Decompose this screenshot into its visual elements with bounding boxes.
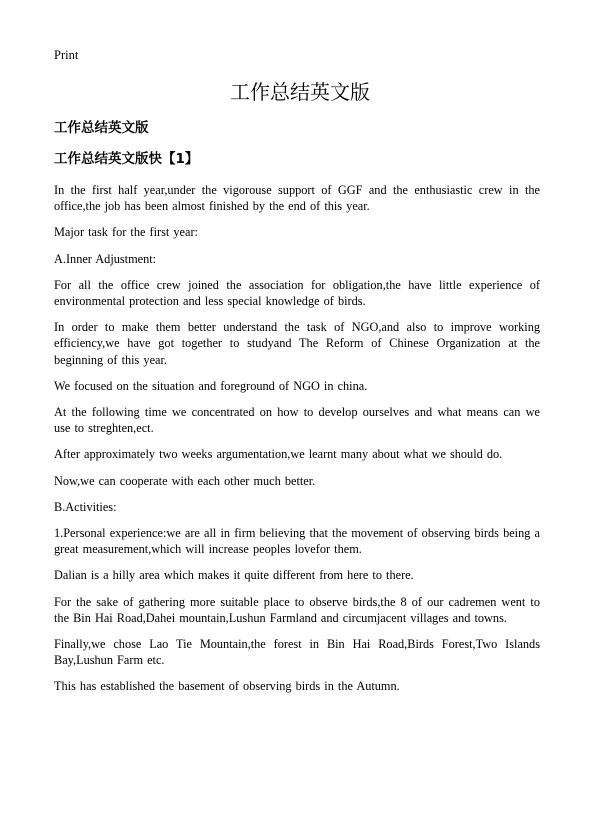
section-heading: 工作总结英文版快【1】 [54,151,199,167]
paragraph: 1.Personal experience:we are all in firm believing that the movement of observing birds being a great measurement,which will increase peoples lovefor them. [54,526,540,557]
paragraph: For the sake of gathering more suitable place to observe birds,the 8 of our cadremen went to the Bin Hai Road,Dahei mountain,Lushun Farmland and circumjacent villages and towns. [54,594,540,625]
paragraph: B.Activities: [54,499,117,514]
paragraph: This has established the basement of observing birds in the Autumn. [54,679,400,694]
paragraph: Now,we can cooperate with each other much better. [54,473,316,488]
print-link[interactable]: Print [54,48,79,62]
document-subtitle: 工作总结英文版 [54,120,149,136]
paragraph: Finally,we chose Lao Tie Mountain,the forest in Bin Hai Road,Birds Forest,Two Islands Bay,Lushun Farm etc. [54,637,540,668]
paragraph: After approximately two weeks argumentation,we learnt many about what we should do. [54,447,503,462]
paragraph: For all the office crew joined the association for obligation,the have little experience of environmental protection and less special knowledge of birds. [54,277,540,309]
body-text [54,182,540,705]
paragraph: In the first half year,under the vigorouse support of GGF and the enthusiastic crew in the office,the job has been almost finished by the end of this year. [54,183,540,214]
paragraph: A.Inner Adjustment: [54,251,157,266]
paragraph: In order to make them better understand the task of NGO,and also to improve working efficiency,we have got together to studyand The Reform of Chinese Organization at the beginning of this year. [54,320,540,367]
paragraph: At the following time we concentrated on how to develop ourselves and what means can we use to streghten,ect. [54,405,540,436]
paragraph: We focused on the situation and foreground of NGO in china. [54,378,368,393]
paragraph: Major task for the first year: [54,225,198,240]
page-title: 工作总结英文版 [230,80,370,104]
paragraph: Dalian is a hilly area which makes it quite different from here to there. [54,568,414,583]
